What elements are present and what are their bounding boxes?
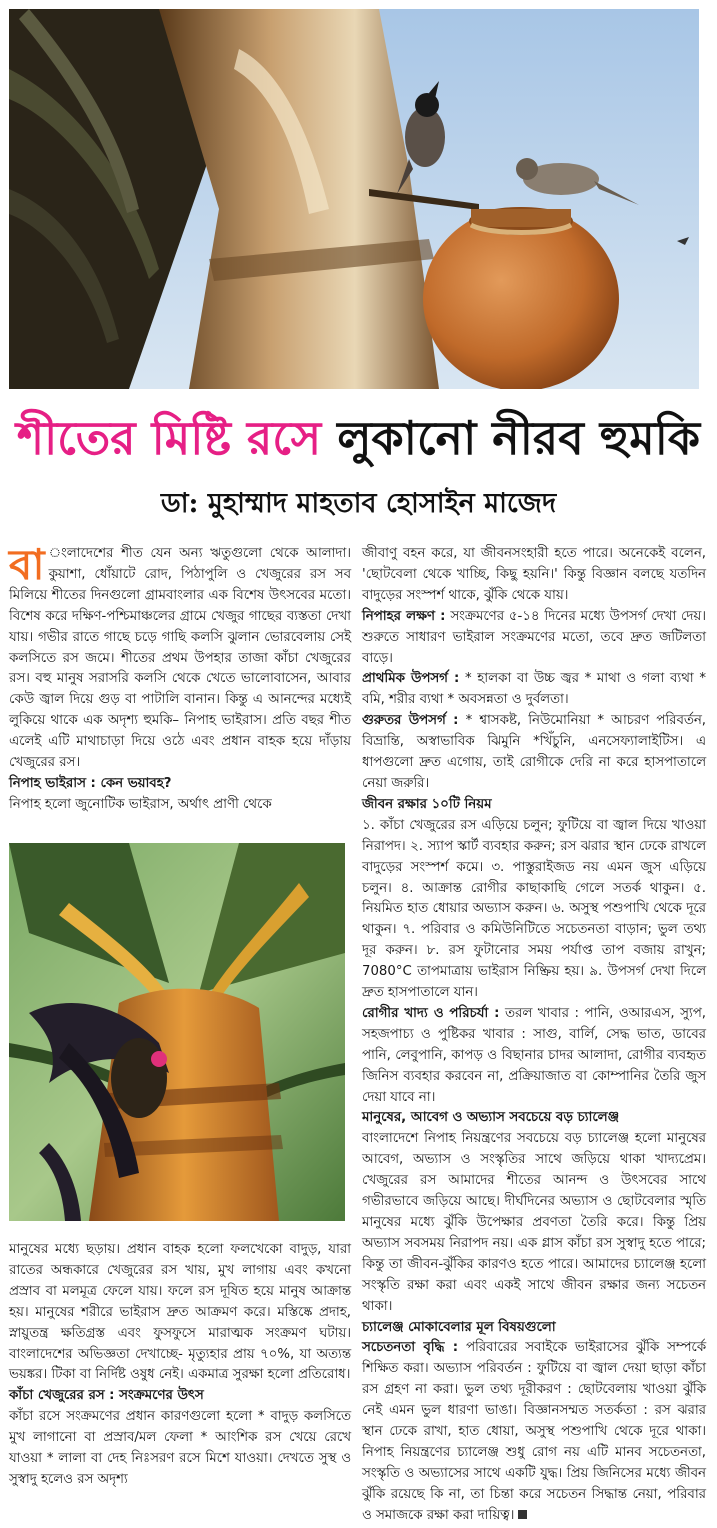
why-dangerous-text-bottom: মানুষের মধ্যে ছড়ায়। প্রধান বাহক হলো ফলখেকো বাদুড়, যারা রাতের অন্ধকারে খেজুরের রস খায়, মুখ লাগায় এবং কখনো প্রস্রাব বা মলমূত্র ফেলে যায়। ফলে রস দূষিত হয়ে মানুষ আক্রান্ত হয়। মানুষের শরীরে ভাইরাস দ্রুত আক্রমণ করে। মস্তিষ্কে প্রদাহ, স্নায়ুতন্ত্র ক্ষতিগ্রস্ত এবং ফুসফুসে মারাত্মক সংক্রমণ ঘটায়। বাংলাদেশের অভিজ্ঞতা দেখাচ্ছে- মৃত্যুহার প্রায় ৭০%, যা অত্যন্ত ভয়ঙ্কর। টিকা বা নির্দিষ্ট ওষুধ নেই। একমাত্র সুরক্ষা হলো প্রতিরোধ। (9, 1242, 351, 1383)
intro-paragraph (9, 540, 351, 774)
section-heading-why-dangerous: নিপাহ ভাইরাস : কেন ভয়াবহ? (9, 775, 172, 791)
core-paragraph (362, 1338, 706, 1526)
care-text: তরল খাবার : পানি, ওআরএস, স্যুপ, সহজপাচ্য ও পুষ্টিকর খাবার : সাগু, বার্লি, সেদ্ধ ভাত, ডাবের পানি, লেবুপানি, কাপড় ও বিছানার চাদর আলাদা, রোগীর ব্যবহৃত জিনিস ব্যবহার করবেন না, প্রক্রিয়াজাত বা কোম্পানির তৈরি জুস দেয়া যাবে না। (362, 1005, 706, 1105)
core-text: পরিবারের সবাইকে ভাইরাসের ঝুঁকি সম্পর্কে শিক্ষিত করা। অভ্যাস পরিবর্তন : ফুটিয়ে বা জ্বাল দেয়া ছাড়া কাঁচা রস গ্রহণ না করা। ভুল তথ্য দূরীকরণ : ছোটবেলায় খাওয়া ঝুঁকি নেই এমন ভুল ধারণা ভাঙা। বিজ্ঞানসম্মত সতর্কতা : রস ঝরার স্থান ঢেকে রাখা, হাত ধোয়া, অসুস্থ পশুপাখি থেকে দূরে থাকা। নিপাহ নিয়ন্ত্রণের চ্যালেঞ্জ শুধু রোগ নয় এটি মানব সচেতনতা, সংস্কৃতি ও অভ্যাসের সাথে একটি যুদ্ধ। প্রিয় জিনিসের মধ্যে জীবন ঝুঁকি রয়েছে কি না, তা চিন্তা করে সচেতন সিদ্ধান্ত নেয়া, পরিবার ও সমাজকে রক্ষা করা দায়িত্ব। (362, 1340, 706, 1523)
source-text: কাঁচা রসে সংক্রমণের প্রধান কারণগুলো হলো * বাদুড় কলসিতে মুখ লাগানো বা প্রস্রাব/মল ফেলা * আংশিক রস খেয়ে রেখে যাওয়া * লালা বা দেহ নিঃসরণ রসে মিশে যাওয়া। দেখতে সুস্থ ও সুস্বাদু হলেও রস অদৃশ্য (9, 1409, 351, 1487)
serious-symptoms-text: * শ্বাসকষ্ট, নিউমোনিয়া * আচরণ পরিবর্তন, বিভ্রান্তি, অস্বাভাবিক ঝিমুনি *খিঁচুনি, এনসেফ্যালাইটিস। এ ধাপগুলো দ্রুত এগোয়, তাই রোগীকে দেরি না করে হাসপাতালে নেয়া জরুরি। (362, 713, 706, 791)
end-mark-icon (518, 1510, 527, 1519)
headline-main-part: লুকানো নীরব হুমকি (337, 411, 701, 465)
primary-symptoms-paragraph (362, 669, 706, 711)
palm-tree-pot-image (9, 9, 699, 389)
symptoms-paragraph (362, 607, 706, 670)
serious-symptoms-paragraph (362, 711, 706, 795)
headline-accent-part: শীতের মিষ্টি রসে (16, 411, 322, 465)
primary-symptoms-text: * হালকা বা উচ্চ জ্বর * মাথা ও গলা ব্যথা * বমি, শরীর ব্যথা * অবসন্নতা ও দুর্বলতা। (362, 671, 706, 708)
bat-photo (9, 843, 345, 1221)
section-heading-rules: জীবন রক্ষার ১০টি নিয়ম (362, 796, 492, 812)
continuation-text: জীবাণু বহন করে, যা জীবনসংহারী হতে পারে। অনেকেই বলেন, 'ছোটবেলা থেকে খাচ্ছি, কিছু হয়নি।' কিন্তু বিজ্ঞান বলছে যতদিন বাদুড়ের সংস্পর্শ থাকে, ঝুঁকি থেকে যায়। (362, 546, 706, 603)
primary-symptoms-lead: প্রাথমিক উপসর্গ : (362, 671, 460, 687)
drop-cap: বা (9, 540, 45, 589)
challenge-text: বাংলাদেশে নিপাহ নিয়ন্ত্রণের সবচেয়ে বড় চ্যালেঞ্জ হলো মানুষের আবেগ, অভ্যাস ও সংস্কৃতির সাথে জড়িয়ে থাকা খাদ্যপ্রেম। খেজুরের রস আমাদের শীতের আনন্দ ও উৎসবের সাথে গভীরভাবে জড়িয়ে আছে। দীর্ঘদিনের অভ্যাস ও ছোটবেলার স্মৃতি মানুষের মধ্যে ঝুঁকি উপেক্ষার প্রবণতা তৈরি করে। কিন্তু প্রিয় অভ্যাস সবসময় নিরাপদ নয়। এক গ্লাস কাঁচা রস সুস্বাদু হতে পারে; কিন্তু তা জীবন-ঝুঁকির কারণও হতে পারে। আমাদের চ্যালেঞ্জ হলো সংস্কৃতি রক্ষা করা এবং একই সাথে জীবন রক্ষার জন্য সচেতন থাকা। (362, 1131, 706, 1314)
serious-symptoms-lead: গুরুতর উপসর্গ : (362, 713, 459, 729)
section-heading-source: কাঁচা খেজুরের রস : সংক্রমণের উৎস (9, 1388, 204, 1404)
left-column-top (9, 540, 351, 816)
section-heading-core: চ্যালেঞ্জ মোকাবেলার মূল বিষয়গুলো (362, 1319, 556, 1335)
left-column-bottom (9, 1240, 351, 1491)
why-dangerous-text-top: নিপাহ হলো জুনোটিক ভাইরাস, অর্থাৎ প্রাণী থেকে (9, 796, 272, 812)
intro-text: ংলাদেশের শীত যেন অন্য ঋতুগুলো থেকে আলাদা। কুয়াশা, ধোঁয়াটে রোদ, পিঠাপুলি ও খেজুরের রস সব মিলিয়ে শীতের দিনগুলো গ্রামবাংলার এক বিশেষ উৎসবের মতো। বিশেষ করে দক্ষিণ-পশ্চিমাঞ্চলের গ্রামে খেজুর গাছের ব্যস্ততা দেখা যায়। গভীর রাতে গাছে চড়ে গাছি কলসি ঝুলান ভোরবেলায় সেই কলসিতে রস জমে। শীতের প্রথম উপহার তাজা কাঁচা খেজুরের রস। বহু মানুষ সরাসরি কলসি থেকে খেতে ভালোবাসেন, আবার কেউ জ্বাল দিয়ে গুড় বা পাটালি বানান। কিন্তু এ আনন্দের মধ্যেই লুকিয়ে থাকে এক অদৃশ্য হুমকি– নিপাহ ভাইরাস। প্রতি বছর শীত এলেই এটি মাথাচাড়া দিয়ে ওঠে এবং প্রধান বাহক হয়ে দাঁড়ায় খেজুরের রস। (9, 546, 351, 771)
bat-on-palm-image (9, 843, 345, 1221)
author-byline: ডা: মুহাম্মাদ মাহতাব হোসাইন মাজেদ (160, 488, 557, 519)
symptoms-lead: নিপাহর লক্ষণ : (362, 608, 446, 624)
section-heading-challenge: মানুষের, আবেগ ও অভ্যাস সবচেয়ে বড় চ্যালেঞ্জ (362, 1110, 619, 1126)
core-lead: সচেতনতা বৃদ্ধি : (362, 1340, 459, 1356)
rules-text: ১. কাঁচা খেজুরের রস এড়িয়ে চলুন; ফুটিয়ে বা জ্বাল দিয়ে খাওয়া নিরাপদ। ২. স্যাপ স্কার্ট ব্যবহার করুন; রস ঝরার স্থান ঢেকে রাখলে বাদুড়ের সংস্পর্শ কমে। ৩. পাস্তুরাইজড নয় এমন জুস এড়িয়ে চলুন। ৪. আক্রান্ত রোগীর কাছাকাছি গেলে সতর্ক থাকুন। ৫. নিয়মিত হাত ধোয়ার অভ্যাস করুন। ৬. অসুস্থ পশুপাখি থেকে দূরে থাকুন। ৭. পরিবার ও কমিউনিটিতে সচেতনতা বাড়ান; ভুল তথ্য দূর করুন। ৮. রস ফুটানোর সময় পর্যাপ্ত তাপ বজায় রাখুন; 7080°C তাপমাত্রায় ভাইরাস নিষ্ক্রিয় হয়। ৯. উপসর্গ দেখা দিলে দ্রুত হাসপাতালে যান। (362, 817, 706, 1001)
care-paragraph (362, 1004, 706, 1109)
headline (0, 408, 717, 468)
hero-photo (9, 9, 699, 389)
symptoms-text: সংক্রমণের ৫-১৪ দিনের মধ্যে উপসর্গ দেখা দেয়। শুরুতে সাধারণ ভাইরাল সংক্রমণের মতো, তবে দ্রুত জটিলতা বাড়ে। (362, 608, 707, 666)
care-lead: রোগীর খাদ্য ও পরিচর্যা : (362, 1005, 500, 1021)
right-column (362, 544, 706, 1527)
